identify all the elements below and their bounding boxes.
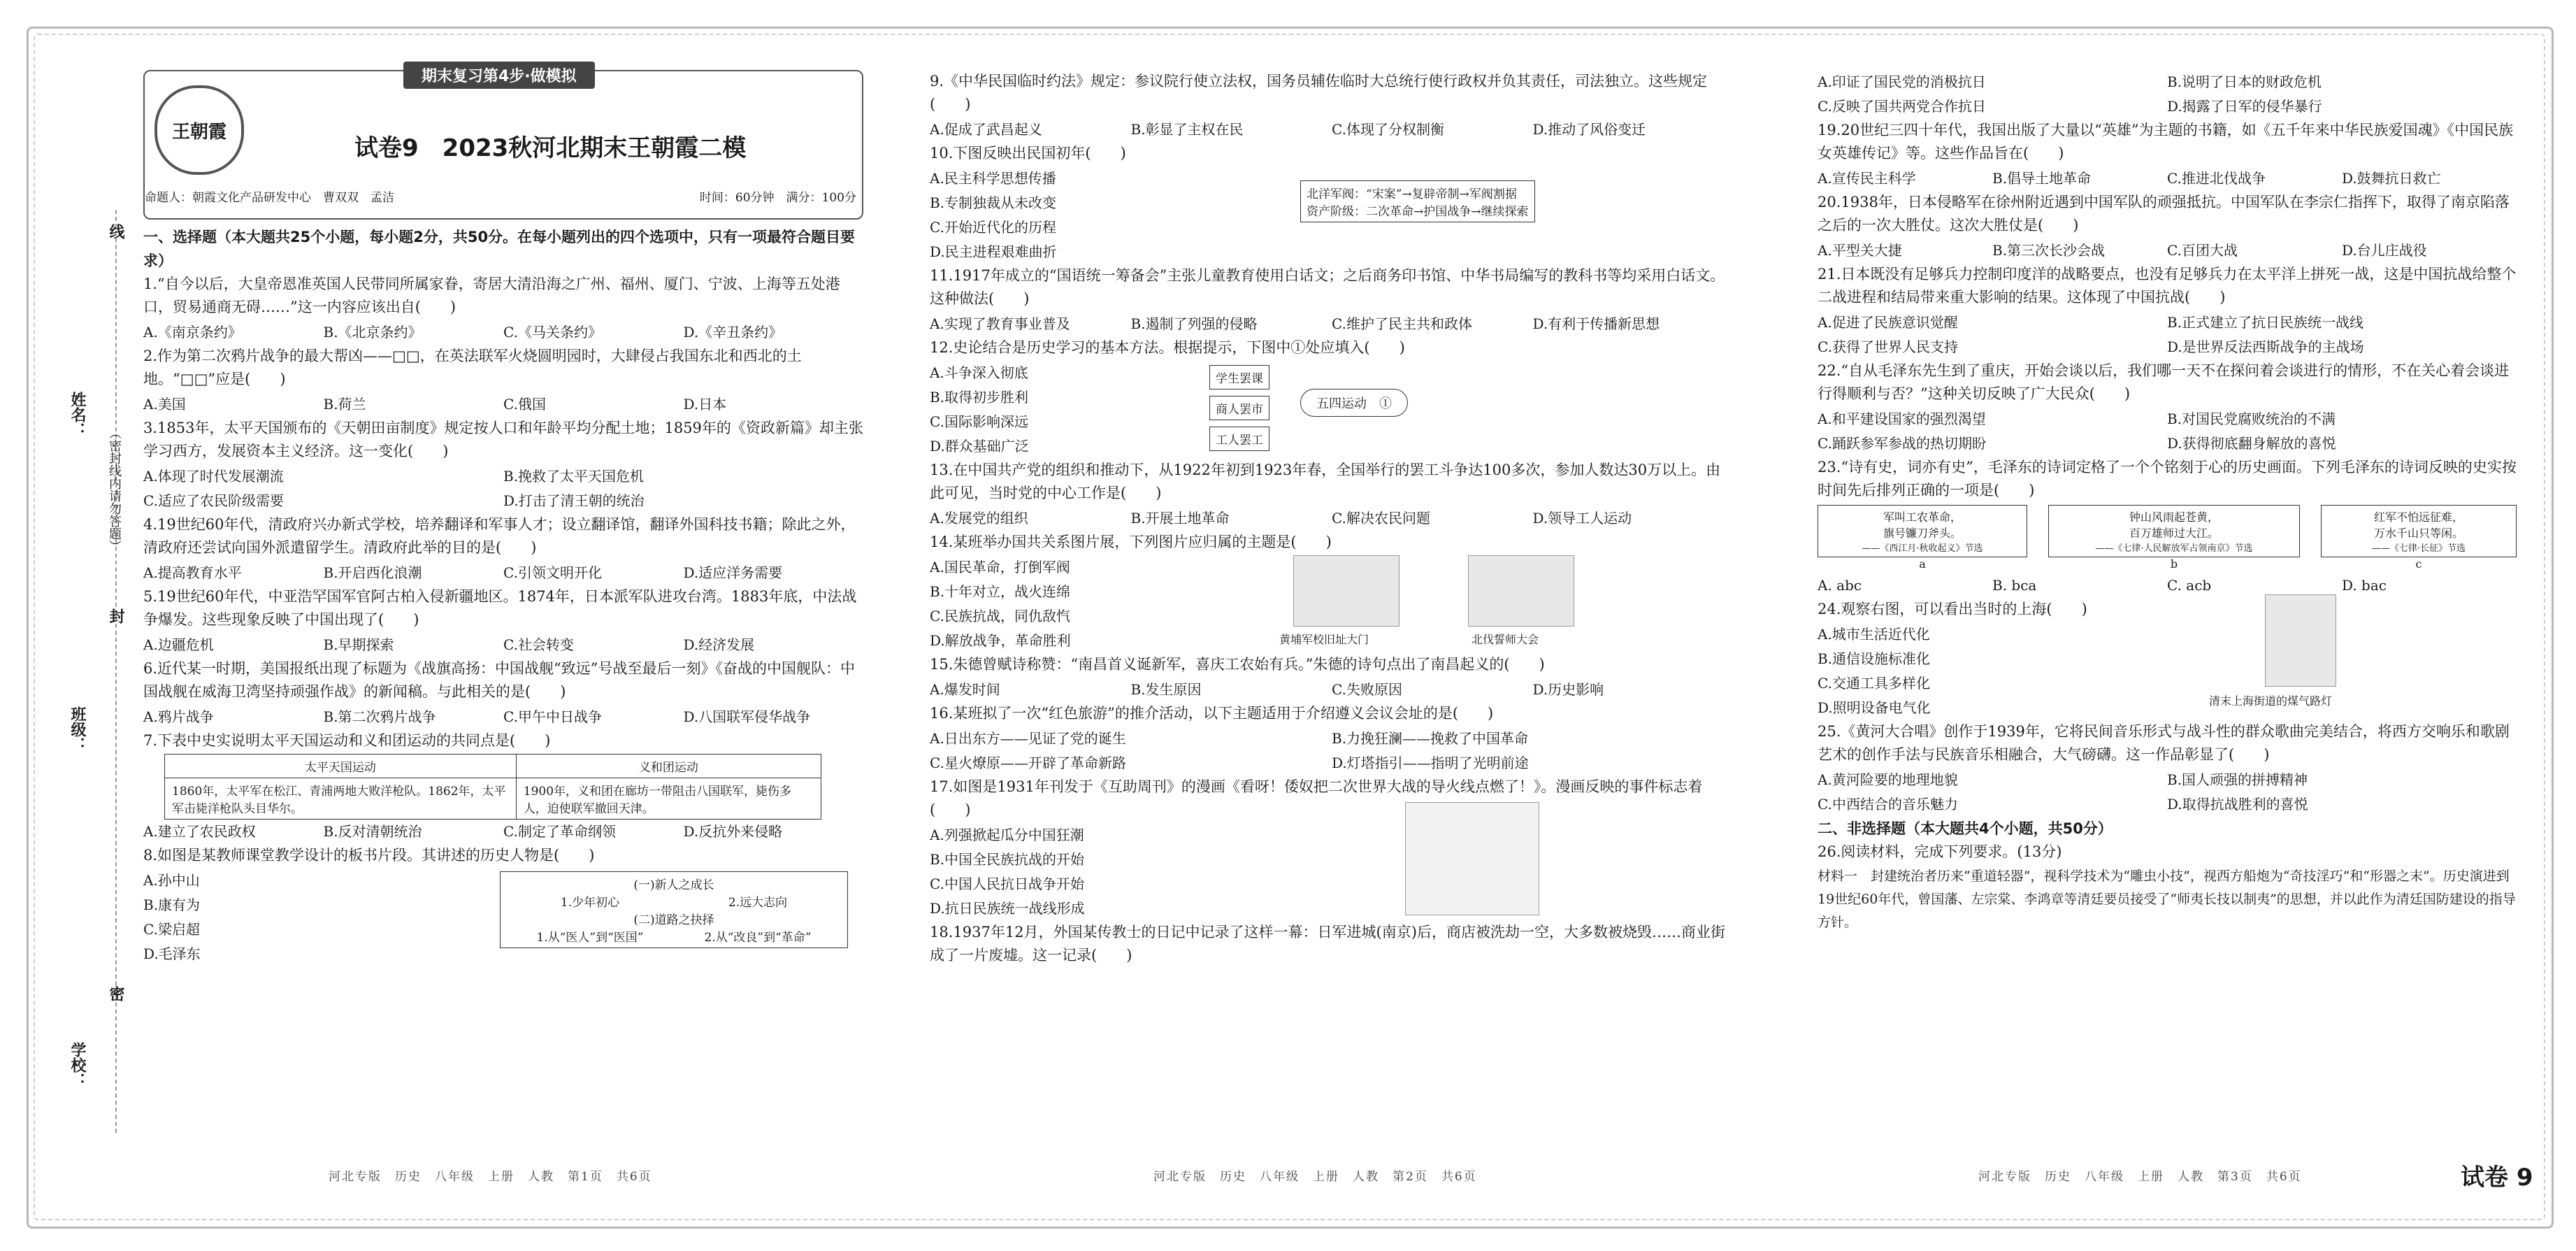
option[interactable]: A.美国 <box>143 396 186 413</box>
poem-source: ——《西江月·秋收起义》节选 <box>1862 543 1983 554</box>
footer-page-3: 河北专版 历史 八年级 上册 人教 第3页 共6页 <box>1978 1170 2302 1184</box>
question-22: 22.“自从毛泽东先生到了重庆，开始会谈以后，我们哪一天不在探问着会谈进行的情形，不在关心着会谈进行得顺利与否？”这种关切反映了广大民众( ) <box>1818 362 2510 402</box>
option[interactable]: D.台儿庄战役 <box>2342 242 2427 259</box>
options-7 <box>143 820 863 844</box>
poem-box <box>1818 505 2027 557</box>
box-line: 资产阶级：二次革命→护国战争→继续探索 <box>1307 205 1529 219</box>
option[interactable]: D.照明设备电气化 <box>1818 699 1931 716</box>
options-19 <box>1818 166 2517 191</box>
question-7: 7.下表中史实说明太平天国运动和义和团运动的共同点是( ) <box>143 732 551 749</box>
option[interactable]: A.发展党的组织 <box>930 510 1028 527</box>
option[interactable]: B.专制独裁从未改变 <box>930 194 1057 211</box>
poem-key: b <box>2170 557 2178 571</box>
options-15 <box>930 678 1734 702</box>
options-9 <box>930 117 1734 142</box>
option[interactable]: C.甲午中日战争 <box>503 708 602 725</box>
table-cell: 1900年，义和团在廊坊一带阻击八国联军，毙伤多人，迫使联军撤回天津。 <box>516 778 821 820</box>
section-title-2: 二、非选择题（本大题共4个小题，共50分） <box>1818 820 2113 837</box>
gutter-mark-3: 密 <box>107 986 124 1001</box>
footer-page-1: 河北专版 历史 八年级 上册 人教 第1页 共6页 <box>329 1170 652 1184</box>
school-label: 学校： <box>69 1042 86 1088</box>
option[interactable]: C.失败原因 <box>1332 681 1402 698</box>
option[interactable]: B.挽救了太平天国危机 <box>503 468 645 485</box>
q14-block <box>930 555 1734 653</box>
diagram-result: 五四运动 ① <box>1300 389 1408 417</box>
q7-table <box>164 754 821 820</box>
question-19: 19.20世纪三四十年代，我国出版了大量以“英雄”为主题的书籍，如《五千年来中华民族爱国魂》《中国民族女英雄传记》等。这些作品旨在( ) <box>1818 122 2514 162</box>
q8-board <box>500 871 848 948</box>
options-4 <box>143 561 863 585</box>
option[interactable]: C.反映了国共两党合作抗日 <box>1818 98 1986 115</box>
question-26: 26.阅读材料，完成下列要求。(13分) <box>1818 843 2062 860</box>
poem-line: 万水千山只等闲。 <box>2373 527 2463 540</box>
q17-block <box>930 823 1734 921</box>
question-2: 2.作为第二次鸦片战争的最大帮凶——□□，在英法联军火烧圆明园时，大肆侵占我国东北和西北的土地。“□□”应是( ) <box>143 348 802 387</box>
option[interactable]: D.经济发展 <box>683 636 755 653</box>
option[interactable]: A.促进了民族意识觉醒 <box>1818 314 1958 331</box>
option[interactable]: C.解决农民问题 <box>1332 510 1430 527</box>
option[interactable]: C.中西结合的音乐魅力 <box>1818 796 1958 813</box>
option[interactable]: C.星火燎原——开辟了革命新路 <box>930 755 1126 771</box>
options-5 <box>143 633 863 657</box>
option[interactable]: D.适应洋务需要 <box>683 564 783 581</box>
question-21: 21.日本既没有足够兵力控制印度洋的战略要点，也没有足够兵力在太平洋上拼死一战，这是中国抗战给整个二战进程和结局带来重大影响的结果。这体现了中国抗战( ) <box>1818 266 2517 306</box>
photo-gas-lamp <box>2265 594 2336 687</box>
question-18: 18.1937年12月，外国某传教士的日记中记录了这样一幕：日军进城(南京)后，商店被洗劫一空，大多数被烧毁……商业街成了一片废墟。这一记录( ) <box>930 924 1725 964</box>
gutter-mark-1: 线 <box>107 224 124 239</box>
option[interactable]: B.彰显了主权在民 <box>1130 121 1244 138</box>
option[interactable]: D. bac <box>2342 577 2387 594</box>
option[interactable]: A.民主科学思想传播 <box>930 170 1056 187</box>
q8-block <box>143 868 863 973</box>
table-header: 义和团运动 <box>516 755 821 778</box>
option[interactable]: D.鼓舞抗日救亡 <box>2342 170 2441 187</box>
footer-page-2: 河北专版 历史 八年级 上册 人教 第2页 共6页 <box>1153 1170 1477 1184</box>
option[interactable]: C.维护了民主共和政体 <box>1332 315 1472 332</box>
question-9: 9.《中华民国临时约法》规定：参议院行使立法权，国务员辅佐临时大总统行使行政权并负其责任，司法独立。这些规定( ) <box>930 73 1708 113</box>
poem-box <box>2321 505 2517 557</box>
question-15: 15.朱德曾赋诗称赞：“南昌首义诞新军，喜庆工农始有兵。”朱德的诗句点出了南昌起义的( ) <box>930 656 1545 673</box>
board-heading: (二)道路之抉择 <box>633 913 714 927</box>
option[interactable]: B.早期探索 <box>323 636 394 653</box>
poem-line: 旗号镰刀斧头。 <box>1883 527 1962 540</box>
options-1 <box>143 320 863 345</box>
q24-block <box>1818 622 2517 720</box>
poem-key: c <box>2415 557 2422 571</box>
question-5: 5.19世纪60年代，中亚浩罕国军官阿古柏入侵新疆地区。1874年，日本派军队进攻台湾。1883年底，中法战争爆发。这些现象反映了中国出现了( ) <box>143 588 857 628</box>
question-20: 20.1938年，日本侵略军在徐州附近遇到中国军队的顽强抵抗。中国军队在李宗仁指挥下，取得了南京陷落之后的一次大胜仗。这次大胜仗是( ) <box>1818 194 2510 234</box>
gutter-mark-2: 封 <box>107 608 124 624</box>
option[interactable]: C.制定了革命纲领 <box>503 823 616 840</box>
photo-rally <box>1468 555 1574 627</box>
option[interactable]: B.遏制了列强的侵略 <box>1130 315 1258 332</box>
option[interactable]: B.康有为 <box>143 896 201 913</box>
poem-key: a <box>1919 557 1926 571</box>
options-18 <box>1818 70 2517 119</box>
column-2 <box>930 70 1734 968</box>
board-item: 1.少年初心 <box>560 896 620 910</box>
poem-source: ——《七律·长征》节选 <box>2371 543 2466 554</box>
option[interactable]: D.获得彻底翻身解放的喜悦 <box>2167 435 2336 452</box>
option[interactable]: D.有利于传播新思想 <box>1532 315 1660 332</box>
option[interactable]: B.荷兰 <box>323 396 366 413</box>
board-item: 2.远大志向 <box>728 896 788 910</box>
options-11 <box>930 312 1734 336</box>
name-label: 姓名： <box>69 392 86 438</box>
options-16 <box>930 727 1734 775</box>
option[interactable]: D.打击了清王朝的统治 <box>503 492 645 509</box>
option[interactable]: B.倡导土地革命 <box>1992 170 2092 187</box>
option[interactable]: C.交通工具多样化 <box>1818 675 1930 692</box>
options-10 <box>930 166 1209 264</box>
cartoon-image <box>1405 802 1539 915</box>
option[interactable]: C.开始近代化的历程 <box>930 219 1056 236</box>
options-22 <box>1818 407 2517 456</box>
box-line: 北洋军阀：“宋案”→复辟帝制→军阀割据 <box>1307 187 1517 201</box>
option[interactable]: D.灯塔指引——指明了光明前途 <box>1332 755 1529 771</box>
option[interactable]: C.获得了世界人民支持 <box>1818 338 1958 355</box>
option[interactable]: A.和平建设国家的强烈渴望 <box>1818 410 1986 427</box>
option[interactable]: C.梁启超 <box>143 921 200 938</box>
option[interactable]: A.日出东方——见证了党的诞生 <box>930 730 1126 747</box>
q10-box <box>1300 180 1535 222</box>
option[interactable]: A.建立了农民政权 <box>143 823 256 840</box>
option[interactable]: C.踊跃参军参战的热切期盼 <box>1818 435 1986 452</box>
option[interactable]: A. abc <box>1818 577 1862 594</box>
column-3 <box>1818 70 2517 936</box>
question-8: 8.如图是某教师课堂教学设计的板书片段。其讲述的历史人物是( ) <box>143 847 595 864</box>
option[interactable]: A.宣传民主科学 <box>1818 170 1916 187</box>
step-banner: 期末复习第4步·做模拟 <box>403 62 595 89</box>
option[interactable]: B.《北京条约》 <box>323 324 422 341</box>
option[interactable]: A.平型关大捷 <box>1818 242 1902 259</box>
option[interactable]: A.列强掀起瓜分中国狂潮 <box>930 827 1084 843</box>
question-4: 4.19世纪60年代，清政府兴办新式学校，培养翻译和军事人才；设立翻译馆，翻译外国科技书籍；除此之外，清政府还尝试向国外派遣留学生。清政府此举的目的是( ) <box>143 516 856 556</box>
options-25 <box>1818 768 2517 817</box>
option[interactable]: D.日本 <box>683 396 727 413</box>
options-13 <box>930 506 1734 531</box>
option[interactable]: D.取得抗战胜利的喜悦 <box>2167 796 2308 813</box>
option[interactable]: C.《马关条约》 <box>503 324 602 341</box>
option[interactable]: A.鸦片战争 <box>143 708 214 725</box>
options-24 <box>1818 622 2167 720</box>
question-17: 17.如图是1931年刊发于《互助周刊》的漫画《看呀！倭奴把二次世界大战的导火线点燃了！》。漫画反映的事件标志着( ) <box>930 778 1703 818</box>
option[interactable]: D.《辛丑条约》 <box>683 324 783 341</box>
option[interactable]: B.中国全民族抗战的开始 <box>930 851 1085 868</box>
poem-line: 军叫工农革命， <box>1883 510 1962 524</box>
option[interactable]: D.领导工人运动 <box>1532 510 1632 527</box>
option[interactable]: D.推动了风俗变迁 <box>1532 121 1646 138</box>
option[interactable]: B.反对清朝统治 <box>323 823 422 840</box>
option[interactable]: A.体现了时代发展潮流 <box>143 468 284 485</box>
poem-line: 钟山风雨起苍黄， <box>2129 510 2219 524</box>
seal-note: （密封线内请勿答题） <box>107 427 122 552</box>
option[interactable]: B.国人顽强的拼搏精神 <box>2167 771 2308 788</box>
brand-logo: 王朝霞 <box>154 85 244 175</box>
option[interactable]: D.是世界反法西斯战争的主战场 <box>2167 338 2364 355</box>
option[interactable]: D.历史影响 <box>1532 681 1604 698</box>
option[interactable]: C.社会转变 <box>503 636 574 653</box>
options-6 <box>143 705 863 729</box>
option[interactable]: B.力挽狂澜——挽救了中国革命 <box>1332 730 1529 747</box>
question-10: 10.下图反映出民国初年( ) <box>930 145 1126 162</box>
section-title-1: 一、选择题（本大题共25个小题，每小题2分，共50分。在每小题列出的四个选项中，只有一项最符合题目要求） <box>143 229 856 269</box>
option[interactable]: D.反抗外来侵略 <box>683 823 783 840</box>
options-14 <box>930 555 1209 653</box>
meta-time: 时间：60分钟 满分：100分 <box>699 191 856 205</box>
option[interactable]: B.取得初步胜利 <box>930 389 1029 406</box>
option[interactable]: D.揭露了日军的侵华暴行 <box>2167 98 2322 115</box>
option[interactable]: C.引领文明开化 <box>503 564 602 581</box>
page-title: 试卷9 2023秋河北期末王朝霞二模 <box>354 134 747 162</box>
option[interactable]: B.对国民党腐败统治的不满 <box>2167 410 2336 427</box>
option[interactable]: A.爆发时间 <box>930 681 1000 698</box>
board-item: 2.从“改良”到“革命” <box>704 931 812 945</box>
photo-gate <box>1293 555 1399 627</box>
poem-line: 百万雄师过大江。 <box>2129 527 2219 540</box>
material-1: 材料一 封建统治者历来“重道轻器”，视科学技术为“雕虫小技”，视西方船炮为“奇技淫巧”和“形器之末”。历史演进到19世纪60年代，曾国藩、左宗棠、李鸿章等清廷要员接受了“师夷长技以制夷”的思想，并以此作为清廷国防建设的指导方针。 <box>1818 868 2516 930</box>
option[interactable]: C.民族抗战，同仇敌忾 <box>930 608 1070 624</box>
option[interactable]: C.中国人民抗日战争开始 <box>930 875 1084 892</box>
option[interactable]: A.《南京条约》 <box>143 324 242 341</box>
diagram-box: 商人罢市 <box>1209 396 1269 420</box>
option[interactable]: C. acb <box>2167 577 2212 594</box>
photo-caption: 清末上海街道的煤气路灯 <box>2209 694 2333 708</box>
option[interactable]: B.通信设施标准化 <box>1818 650 1931 667</box>
option[interactable]: A.促成了武昌起义 <box>930 121 1042 138</box>
option[interactable]: C.百团大战 <box>2167 242 2238 259</box>
option[interactable]: A.提高教育水平 <box>143 564 242 581</box>
q12-block <box>930 361 1734 459</box>
option[interactable]: A.斗争深入彻底 <box>930 364 1028 381</box>
board-heading: (一)新人之成长 <box>633 878 714 892</box>
question-1: 1.“自今以后，大皇帝恩准英国人民带同所属家眷，寄居大清沿海之广州、福州、厦门、宁波、上海等五处港口，贸易通商无碍……”这一内容应该出自( ) <box>143 276 840 315</box>
question-12: 12.史论结合是历史学习的基本方法。根据提示，下图中①处应填入( ) <box>930 339 1405 356</box>
option[interactable]: B.十年对立，战火连绵 <box>930 583 1071 600</box>
question-25: 25.《黄河大合唱》创作于1939年，它将民间音乐形式与战斗性的群众歌曲完美结合，将西方交响乐和歌剧艺术的创作手法与民族音乐相融合，大气磅礴。这一作品彰显了( ) <box>1818 723 2510 763</box>
options-12 <box>930 361 1209 459</box>
option[interactable]: C.国际影响深远 <box>930 413 1028 430</box>
option[interactable]: A.黄河险要的地理地貌 <box>1818 771 1958 788</box>
question-14: 14.某班举办国共关系图片展，下列图片应归属的主题是( ) <box>930 534 1332 550</box>
poem-source: ——《七律·人民解放军占领南京》节选 <box>2095 543 2253 554</box>
meta-authors: 命题人：朝霞文化产品研发中心 曹双双 孟洁 <box>145 191 394 205</box>
poem-box <box>2048 505 2300 557</box>
table-header: 太平天国运动 <box>165 755 517 778</box>
option[interactable]: D.解放战争，革命胜利 <box>930 632 1071 649</box>
photo-caption: 北伐誓师大会 <box>1472 633 1539 646</box>
table-cell: 1860年，太平军在松江、青浦两地大败洋枪队。1862年，太平军击毙洋枪队头目华尔。 <box>165 778 517 820</box>
option[interactable]: C.推进北伐战争 <box>2167 170 2266 187</box>
option[interactable]: B.第二次鸦片战争 <box>323 708 436 725</box>
q10-block <box>930 166 1734 264</box>
option[interactable]: B.开展土地革命 <box>1130 510 1230 527</box>
option[interactable]: B.发生原因 <box>1130 681 1202 698</box>
diagram-box: 学生罢课 <box>1209 365 1269 389</box>
question-6: 6.近代某一时期，美国报纸出现了标题为《战旗高扬：中国战舰“致远”号战至最后一刻》《奋战的中国舰队：中国战舰在威海卫湾坚持顽强作战》的新闻稿。与此相关的是( ) <box>143 660 856 700</box>
question-16: 16.某班拟了一次“红色旅游”的推介活动，以下主题适用于介绍遵义会议会址的是( ) <box>930 705 1494 722</box>
option[interactable]: A.印证了国民党的消极抗日 <box>1818 73 1986 90</box>
option[interactable]: A.孙中山 <box>143 872 200 889</box>
option[interactable]: D.民主进程艰难曲折 <box>930 243 1057 260</box>
option[interactable]: D.毛泽东 <box>143 945 201 962</box>
class-label: 班级： <box>69 706 86 752</box>
options-23 <box>1818 573 2517 598</box>
option[interactable]: B. bca <box>1992 577 2037 594</box>
option[interactable]: B.正式建立了抗日民族统一战线 <box>2167 314 2364 331</box>
board-item: 1.从“医人”到“医国” <box>536 931 644 945</box>
option[interactable]: C.俄国 <box>503 396 546 413</box>
option[interactable]: B.第三次长沙会战 <box>1992 242 2106 259</box>
header-box <box>143 70 863 220</box>
option[interactable]: C.体现了分权制衡 <box>1332 121 1444 138</box>
options-21 <box>1818 310 2517 359</box>
diagram-box: 工人罢工 <box>1209 427 1269 451</box>
column-1 <box>143 70 863 973</box>
poem-boxes <box>1818 505 2517 571</box>
option[interactable]: B.说明了日本的财政危机 <box>2167 73 2322 90</box>
options-8 <box>143 868 353 966</box>
option[interactable]: C.适应了农民阶级需要 <box>143 492 284 509</box>
question-3: 3.1853年，太平天国颁布的《天朝田亩制度》规定按人口和年龄平均分配土地；1859年的《资政新篇》却主张学习西方，发展资本主义经济。这一变化( ) <box>143 420 863 459</box>
question-13: 13.在中国共产党的组织和推动下，从1922年初到1923年春，全国举行的罢工斗争达100多次，参加人数达30万以上。由此可见，当时党的中心工作是( ) <box>930 462 1721 501</box>
question-24: 24.观察右图，可以看出当时的上海( ) <box>1818 601 2087 617</box>
options-3 <box>143 464 863 513</box>
option[interactable]: A.国民革命，打倒军阀 <box>930 559 1070 576</box>
options-2 <box>143 392 863 417</box>
option[interactable]: A.实现了教育事业普及 <box>930 315 1070 332</box>
options-20 <box>1818 238 2517 263</box>
option[interactable]: A.城市生活近代化 <box>1818 626 1930 643</box>
question-11: 11.1917年成立的“国语统一筹备会”主张儿童教育使用白话文；之后商务印书馆、中华书局编写的教科书等均采用白话文。这种做法( ) <box>930 267 1725 307</box>
option[interactable]: A.边疆危机 <box>143 636 214 653</box>
option[interactable]: D.抗日民族统一战线形成 <box>930 900 1085 917</box>
option[interactable]: B.开启西化浪潮 <box>323 564 422 581</box>
option[interactable]: D.群众基础广泛 <box>930 438 1029 455</box>
option[interactable]: D.八国联军侵华战争 <box>683 708 811 725</box>
question-23: 23.“诗有史，词亦有史”，毛泽东的诗词定格了一个个铭刻于心的历史画面。下列毛泽东的诗词反映的史实按时间先后排列正确的一项是( ) <box>1818 459 2517 499</box>
photo-caption: 黄埔军校旧址大门 <box>1279 633 1369 646</box>
options-17 <box>930 823 1279 921</box>
poem-line: 红军不怕远征难， <box>2373 510 2463 524</box>
paper-number: 试卷 9 <box>2461 1164 2533 1192</box>
